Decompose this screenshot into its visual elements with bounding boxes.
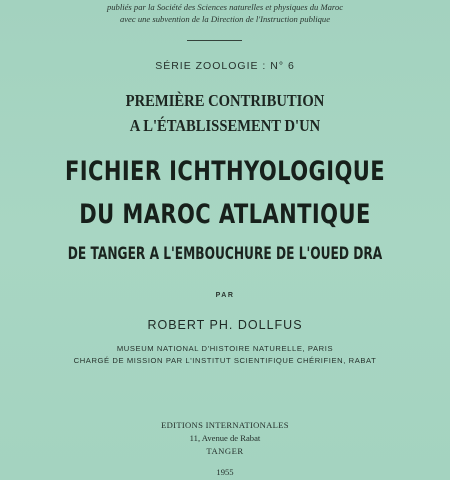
publisher-line-1: publiés par la Société des Sciences naturelles et physiques du Maroc xyxy=(106,2,344,12)
imprint-address: 11, Avenue de Rabat xyxy=(189,433,261,443)
imprint-city: TANGER xyxy=(206,446,244,456)
author-name: ROBERT PH. DOLLFUS xyxy=(147,318,303,332)
author-affiliation-2: CHARGÉ DE MISSION PAR L'INSTITUT SCIENTIFIQUE CHÉRIFIEN, RABAT xyxy=(73,356,377,365)
main-title-line-2: DU MAROC ATLANTIQUE xyxy=(79,199,371,230)
header-divider xyxy=(187,40,242,41)
main-title-line-1: FICHIER ICHTHYOLOGIQUE xyxy=(64,156,386,187)
imprint-year: 1955 xyxy=(216,467,234,477)
publisher-line-2: avec une subvention de la Direction de l'Instruction publique xyxy=(119,14,331,24)
title-line-2: A L'ÉTABLISSEMENT D'UN xyxy=(129,116,321,135)
by-label: PAR xyxy=(215,292,235,299)
title-line-1: PREMIÈRE CONTRIBUTION xyxy=(125,91,325,110)
imprint-publisher: EDITIONS INTERNATIONALES xyxy=(161,420,289,430)
series-label: SÉRIE ZOOLOGIE : N° 6 xyxy=(155,60,295,72)
author-affiliation-1: MUSEUM NATIONAL D'HISTOIRE NATURELLE, PARIS xyxy=(116,344,334,353)
subtitle: DE TANGER A L'EMBOUCHURE DE L'OUED DRA xyxy=(67,244,383,263)
